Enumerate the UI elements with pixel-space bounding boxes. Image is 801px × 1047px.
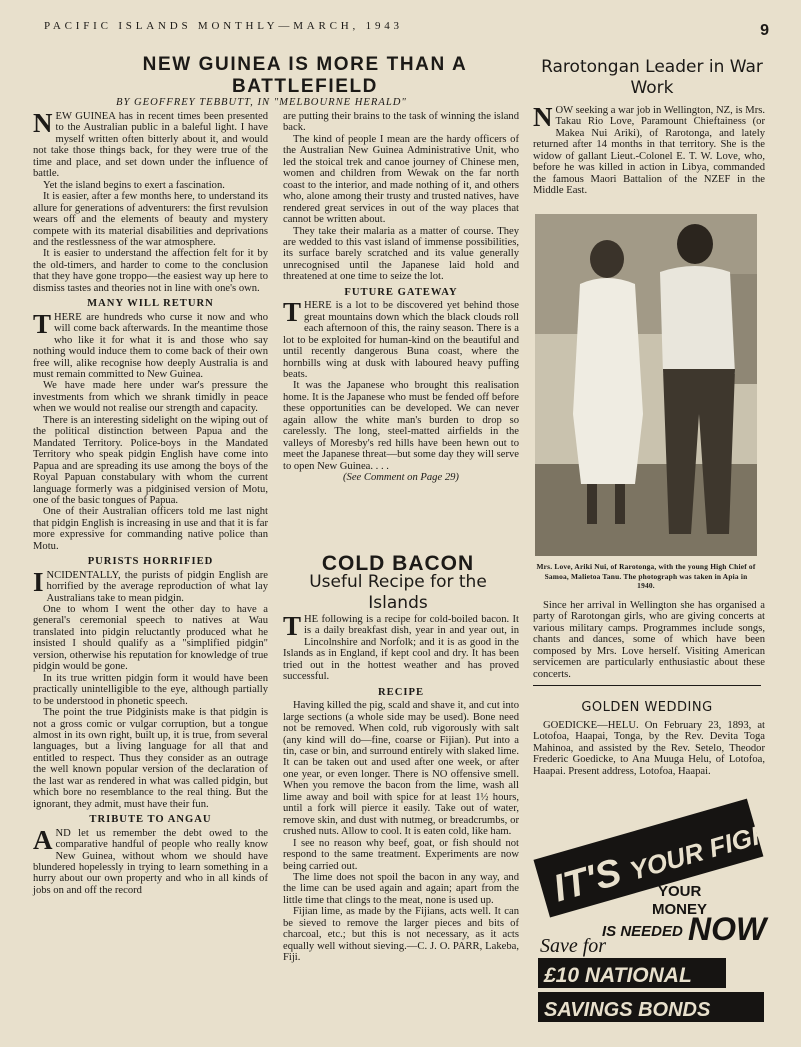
subheading: RECIPE	[377, 686, 425, 698]
paragraph: The point the true Pidginists make is that pidgin is not a gross comic or vulgar corruption, but a tongue almost in its own right, built up, it is true, from several languages, but a living language for all that and entitled to respect. Thus they consider as an outrage the well known popular version of the declaration of the last war as rendered in what was called pidgin, but which bore no resemblance to the real thing. But the ignorant, they admit, must have their fun.	[33, 707, 268, 810]
ad-national-text: £10 NATIONAL	[544, 964, 692, 987]
paragraph: Since her arrival in Wellington she has organised a party of Rarotongan girls, who are giving concerts at various military camps. Programmes include songs, chants and dances, some of which have been composed by Mrs. Love herself. Visiting American servicemen are particularly enthusiastic about these concerts.	[533, 600, 765, 680]
dropcap: T	[33, 308, 52, 339]
photo-image	[535, 214, 757, 556]
paragraph: There is an interesting sidelight on the wiping out of the political distinction between Papua and the Mandated Territory. Police-boys in the Mandated Territory who speak pidgin English have come into Papua and are spreading its use among the boys of the Royal Papuan constabulary with whom the current language formerly was a pidginised version of Motu, one of the basic tongues of Papua.	[33, 414, 268, 506]
paragraph: We have made here under war's pressure the investments from which we shrank timidly in peace when we would not realise our strength and capacity.	[33, 380, 268, 415]
raro-article-continued	[533, 600, 765, 682]
ad-your-fight-text: YOUR FIGHT	[626, 812, 789, 886]
paragraph: The kind of people I mean are the hardy officers of the Australian New Guinea Administrative Unit, who led the stoical trek and canoe journey of Chinese men, women and children from Wewak on the far north coast to the interior, and made nothing of it, and others who, alone among their trusty and trusted natives, have rendered great services in out of the way places that cannot be written about.	[283, 133, 519, 226]
dropcap: A	[33, 824, 53, 855]
paragraph: EW GUINEA has in recent times been presented to the Australian public in a baleful light. I have myself written often bitterly about it, and would not take those things back, for they were true of the time and place, and set down under the influence of battle.	[33, 111, 268, 180]
ad-bonds-text: SAVINGS BONDS	[544, 999, 711, 1021]
paragraph: They take their malaria as a matter of course. They are wedded to this vast island of immense possibilities, its surface barely scratched and its value generally unrecognised until the Japanese laid hold and threatened at one time to seize the lot.	[283, 225, 519, 283]
paragraph: Fijian lime, as made by the Fijians, acts well. It can be sieved to remove the larger pieces and bits of charcoal, etc.; but this is not necessary, as it acts equally well without sieving.—C. J. O. PARR, Lakeba, Fiji.	[283, 906, 519, 964]
bacon-title: COLD BACON	[321, 552, 475, 575]
subheading: FUTURE GATEWAY	[344, 286, 458, 298]
ad-your-text: YOUR	[658, 883, 702, 900]
paragraph: HERE are hundreds who curse it now and who will come back afterwards. In the meantime those who like it for what it is and those who say nothing would induce them to come back of their own free will, alike recognise how deeply Australia is and must remain committed to New Guinea.	[33, 311, 268, 380]
subheading: MANY WILL RETURN	[87, 298, 214, 310]
subheading: TRIBUTE TO ANGAU	[89, 814, 212, 826]
page-number: 9	[760, 22, 769, 39]
paragraph: ND let us remember the debt owed to the comparative handful of people who really know New Guinea, without whom we should have blundered hopelessly in trying to learn something in a hurry about our own property and who in all kinds of jobs on and off the record	[33, 827, 268, 896]
paragraph: One of their Australian officers told me last night that pidgin English is increasing in use and that it is far more expressive for commanding native police than Motu.	[33, 506, 268, 552]
paragraph: It was the Japanese who brought this realisation home. It is the Japanese who must be fended off before these opportunities can be developed. We can never again allow the white man's burden to drop so carelessly. The long, steel-matted airfields in the valleys of Moresby's red hills have been hewn out to meet the Japanese threat—but some day they will serve to open New Guinea. . . .	[283, 380, 519, 472]
paragraph: NCIDENTALLY, the purists of pidgin English are horrified by the average reproduction of what lay Australians take to mean pidgin.	[46, 569, 268, 604]
paragraph: OW seeking a war job in Wellington, NZ, is Mrs. Takau Rio Love, Paramount Chieftainess (or Makea Nui Ariki), of Rarotonga, and lately returned after 14 months in that territory. She is the widow of gallant Lieut.-Colonel E. T. W. Love, who, before he was killed in action in Libya, commanded the famous Maori Battalion of the NZEF in the Middle East.	[533, 105, 765, 197]
bacon-article	[283, 611, 519, 1034]
lead-column-1	[33, 108, 268, 1031]
paragraph: Having killed the pig, scald and shave it, and cut into large sections (a whole side may be used). Bone need not be removed. When cold, rub vigorously with salt (any kind will do—fine, coarse or Fijian). Put into a tin, case or bin, and surround entirely with slaked lime. It can be taken out and used after one week, or after one year, or even longer. There is NO offensive smell. When you remove the bacon from the lime, wash all lime away and boil with spice for at least 1½ hours, until a fork will pierce it easily. Take out of water, remove skin, and dust with nutmeg, or breadcrumbs, or crushed nuts. Allow to cool. It is eaten cold, like ham.	[283, 700, 519, 838]
paragraph: Yet the island begins to exert a fascination.	[43, 179, 225, 191]
ad-money-text: MONEY	[652, 901, 708, 918]
lead-column-2	[283, 111, 519, 539]
ad-save-for-text: Save for	[540, 935, 607, 957]
dropcap: I	[33, 566, 44, 597]
ad-its-text: IT'S	[548, 851, 626, 911]
paragraph: HERE is a lot to be discovered yet behind those great mountains down which the black clouds roll each afternoon of this, the rainy season. There is a lot to be exploited for human-kind on the beautiful and until recently dangerous Buna coast, where the hornbills wing at dusk with laboured heavy puffing beats.	[283, 300, 519, 380]
lead-title: NEW GUINEA IS MORE THAN A BATTLEFIELD	[142, 54, 468, 97]
photo	[535, 214, 757, 556]
bacon-subtitle: Useful Recipe for the Islands	[309, 572, 487, 613]
paragraph: are putting their brains to the task of winning the island back.	[283, 111, 519, 134]
paragraph: One to whom I went the other day to have a general's ceremonial speech to natives at Wau translated into pidgin reluctantly produced what he insisted I should qualify as a "simplified pidgin" version, otherwise his reputation for knowledge of true pidgin would be gone.	[33, 604, 268, 673]
ad-artwork	[532, 800, 789, 1032]
lead-byline: BY GEOFFREY TEBBUTT, IN "MELBOURNE HERALD"	[116, 97, 407, 108]
paragraph: It is easier, after a few months here, to understand its allure for generations of adventurers: the first revulsion wears off and the elements of beauty and mystery compete with its material disabilities and deprivations and the restlessness of the war atmosphere.	[33, 191, 268, 248]
photo-caption: Mrs. Love, Ariki Nui, of Rarotonga, with the young High Chief of Samoa, Malietoa Tanu. The photograph was taken in Apia in 1940.	[536, 562, 756, 591]
raro-article	[533, 102, 765, 209]
ad-now-text: NOW	[688, 911, 767, 947]
paragraph: It is easier to understand the affection felt for it by the old-timers, and harder to come to the conclusion that they have gone troppo—the easiest way up here to dismiss tastes and theories not in line with one's own.	[33, 248, 268, 294]
dropcap: T	[283, 611, 302, 641]
golden-wedding-title: GOLDEN WEDDING	[581, 700, 713, 715]
paragraph: I see no reason why beef, goat, or fish should not respond to the same treatment. Experiments are now being carried out.	[283, 837, 519, 872]
divider	[533, 685, 761, 686]
subheading: PURISTS HORRIFIED	[87, 556, 214, 568]
raro-title: Rarotongan Leader in War Work	[541, 57, 763, 98]
paragraph: In its true written pidgin form it would have been practically unintelligible to the eye, although partially to be understood in phonetic speech.	[33, 672, 268, 707]
ad-is-needed-text: IS NEEDED	[602, 923, 683, 940]
paragraph: HE following is a recipe for cold-boiled bacon. It is a daily breakfast dish, year in and year out, in Lincolnshire and Norfolk; and it is as good in the Islands as in England, if kept cool and dry. It has been tried out in the hottest weather and has proved successful.	[283, 614, 519, 683]
paragraph: GOEDICKE—HELU. On February 23, 1893, at Lotofoa, Haapai, Tonga, by the Rev. Devita Toga Mahinoa, and assisted by the Rev. Setelo, Theodor Frederic Goedicke, to Ana Muuga Helu, of Lotofoa, Haapai. Present address, Lotofoa, Haapai.	[533, 720, 765, 777]
dropcap: N	[533, 102, 553, 132]
savings-bonds-ad	[532, 800, 789, 1032]
dropcap: N	[33, 108, 53, 138]
running-head: PACIFIC ISLANDS MONTHLY—MARCH, 1943	[44, 20, 403, 32]
golden-wedding-text	[533, 720, 765, 800]
paragraph: The lime does not spoil the bacon in any way, and the lime can be used again and again; apart from the little time that clings to the meat, none is used up.	[283, 871, 519, 906]
see-comment: (See Comment on Page 29)	[343, 472, 459, 484]
dropcap: T	[283, 297, 302, 328]
